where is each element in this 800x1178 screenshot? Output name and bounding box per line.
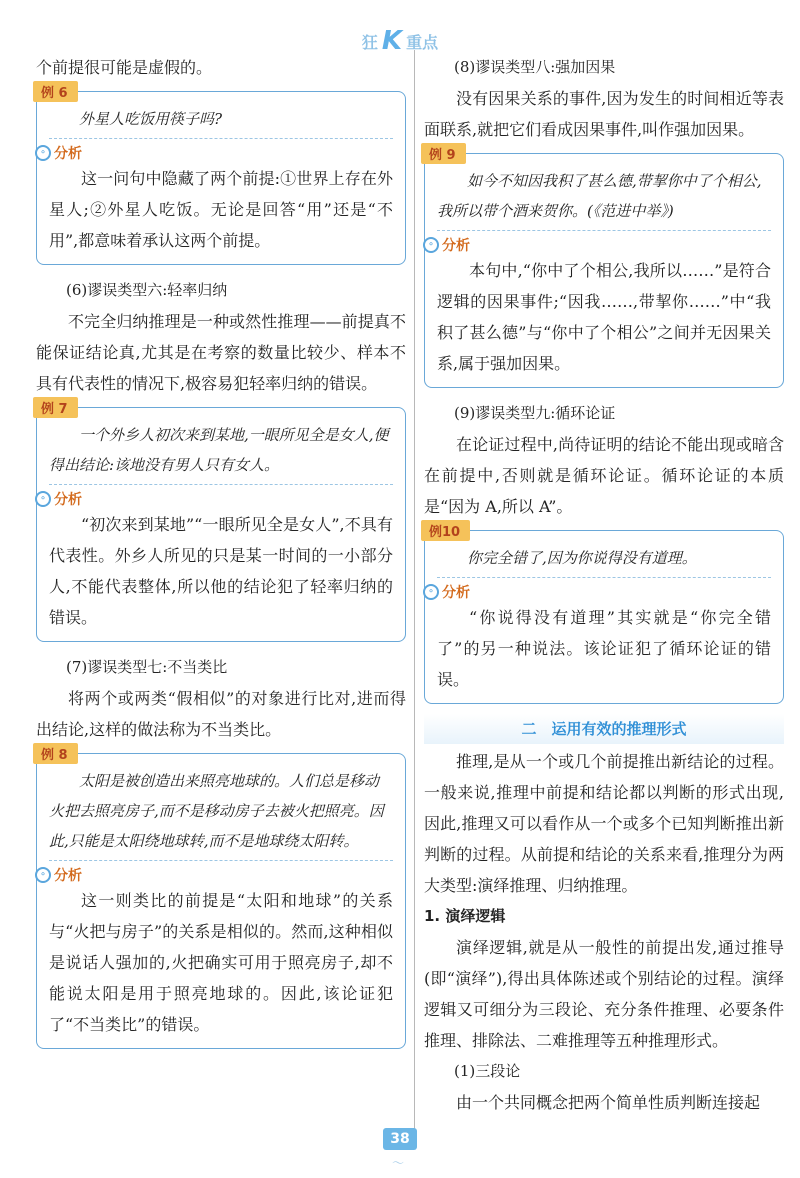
type9-title: (9)谬误类型九:循环论证 [454, 404, 616, 422]
analysis-label: 分析 [54, 146, 82, 162]
section-body: 推理,是从一个或几个前提推出新结论的过程。一般来说,推理中前提和结论都以判断的形式出现,因此,推理又可以看作从一个或多个已知判断推出新判断的过程。从前提和结论的关系来看,推理分为两大类型:演绎推理、归纳推理。 [424, 752, 784, 895]
magnifier-icon: ⚬ [423, 237, 439, 253]
type6-title: (6)谬误类型六:轻率归纳 [66, 281, 228, 299]
analysis-label: 分析 [442, 585, 470, 601]
type7-title: (7)谬误类型七:不当类比 [66, 658, 228, 676]
analysis-label: 分析 [54, 868, 82, 884]
right-column [424, 52, 784, 1118]
type7-body: 将两个或两类“假相似”的对象进行比对,进而得出结论,这样的做法称为不当类比。 [36, 689, 406, 739]
analysis-label: 分析 [54, 492, 82, 508]
analysis-heading [35, 143, 393, 163]
type9-body: 在论证过程中,尚待证明的结论不能出现或暗含在前提中,否则就是循环论证。循环论证的本质是“因为 A,所以 A”。 [424, 435, 784, 516]
magnifier-icon: ⚬ [35, 491, 51, 507]
analysis-heading [35, 489, 393, 509]
analysis-label: 分析 [442, 238, 470, 254]
example-tag: 例 9 [421, 143, 466, 164]
page-number: 38 [383, 1128, 417, 1150]
brand-right: 重点 [406, 32, 439, 52]
example-question: 你完全错了,因为你说得没有道理。 [437, 543, 771, 578]
type8-title: (8)谬误类型八:强加因果 [454, 58, 616, 76]
brand-left: 狂 [361, 32, 378, 52]
subsection-heading: 1. 演绎逻辑 [424, 907, 506, 925]
analysis-heading [35, 865, 393, 885]
example-analysis: “你说得没有道理”其实就是“你完全错了”的另一种说法。该论证犯了循环论证的错误。 [437, 608, 771, 689]
example-question: 太阳是被创造出来照亮地球的。人们总是移动火把去照亮房子,而不是移动房子去被火把照亮。因此,只能是太阳绕地球转,而不是地球绕太阳转。 [49, 766, 393, 861]
left-intro: 个前提很可能是虚假的。 [36, 58, 213, 77]
example-tag: 例10 [421, 520, 470, 541]
type8-body: 没有因果关系的事件,因为发生的时间相近等表面联系,就把它们看成因果事件,叫作强加因果。 [424, 89, 784, 139]
type6-body: 不完全归纳推理是一种或然性推理——前提真不能保证结论真,尤其是在考察的数量比较少、样本不具有代表性的情况下,极容易犯轻率归纳的错误。 [36, 312, 406, 393]
magnifier-icon: ⚬ [35, 867, 51, 883]
example-question: 外星人吃饭用筷子吗? [49, 104, 393, 139]
example-8 [36, 748, 406, 1049]
example-9 [424, 148, 784, 388]
example-7 [36, 402, 406, 642]
left-column [36, 52, 406, 1059]
analysis-heading [423, 582, 771, 602]
syllogism-body: 由一个共同概念把两个简单性质判断连接起 [456, 1093, 761, 1112]
section-title: 二 运用有效的推理形式 [424, 714, 784, 744]
subsection-body: 演绎逻辑,就是从一般性的前提出发,通过推导(即“演绎”),得出具体陈述或个别结论的过程。演绎逻辑又可细分为三段论、充分条件推理、必要条件推理、排除法、二难推理等五种推理形式。 [424, 938, 784, 1050]
example-analysis: “初次来到某地”“一眼所见全是女人”,不具有代表性。外乡人所见的只是某一时间的一小部分人,不能代表整体,所以他的结论犯了轻率归纳的错误。 [49, 515, 393, 627]
example-10 [424, 525, 784, 704]
column-divider [414, 50, 415, 1138]
magnifier-icon: ⚬ [423, 584, 439, 600]
magnifier-icon: ⚬ [35, 145, 51, 161]
example-analysis: 这一则类比的前提是“太阳和地球”的关系与“火把与房子”的关系是相似的。然而,这种相似是说话人强加的,火把确实可用于照亮房子,却不能说太阳是用于照亮地球的。因此,该论证犯了“不当类比”的错误。 [49, 891, 393, 1034]
analysis-heading [423, 235, 771, 255]
example-question: 一个外乡人初次来到某地,一眼所见全是女人,便得出结论:该地没有男人只有女人。 [49, 420, 393, 485]
example-question: 如今不知因我积了甚么德,带挈你中了个相公,我所以带个酒来贺你。(《范进中举》) [437, 166, 771, 231]
example-analysis: 本句中,“你中了个相公,我所以……”是符合逻辑的因果事件;“因我……,带挈你……”中“我积了甚么德”与“你中了个相公”之间并无因果关系,属于强加因果。 [437, 261, 771, 373]
leaf-icon: 〜 [392, 1156, 405, 1170]
example-analysis: 这一问句中隐藏了两个前提:①世界上存在外星人;②外星人吃饭。无论是回答“用”还是“不用”,都意味着承认这两个前提。 [49, 169, 393, 250]
example-tag: 例 8 [33, 743, 78, 764]
example-tag: 例 7 [33, 397, 78, 418]
syllogism-title: (1)三段论 [454, 1062, 521, 1080]
example-tag: 例 6 [33, 81, 78, 102]
example-6 [36, 86, 406, 265]
brand-k-logo: K [381, 26, 403, 56]
